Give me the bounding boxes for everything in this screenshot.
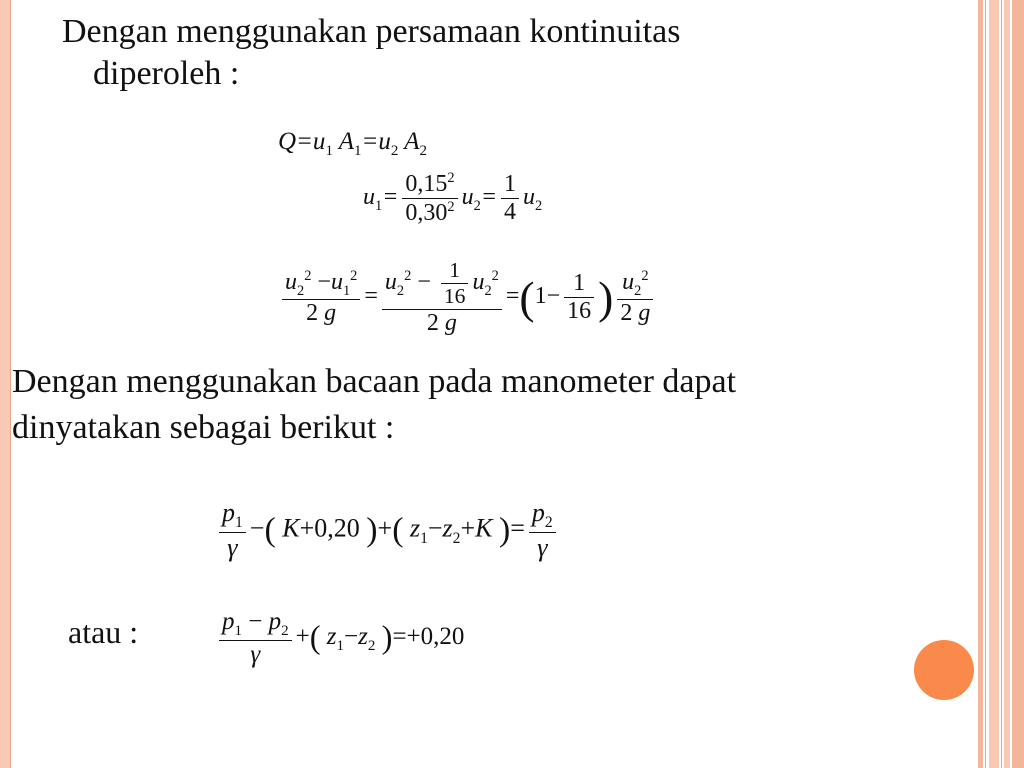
continuity-equation: $Q=u_1$ $A_1=u_2$ $A_2$ (278, 128, 427, 159)
left-frame-border (0, 0, 11, 768)
energy-head-equation: $\frac{u_2^2 -u_1^2}{2 g}$ = $u_2^2$ − $\frac{1}{16}$ $u_2^2$ 2 g =(1− $\frac{1}{16}$ ) $\frac{u_2^2}{2 g}$ (278, 258, 657, 337)
frame-stripe (1012, 0, 1024, 768)
manometer-text-line1: Dengan menggunakan bacaan pada manometer dapat (12, 363, 737, 400)
pressure-difference-equation: $\frac{p_1 - p_2}{\gamma}$ +( $z_1-z_2$ )=+0,20 (215, 608, 464, 669)
manometer-text-line2: dinyatakan sebagai berikut : (12, 409, 395, 446)
frame-stripe (989, 0, 999, 768)
orange-circle-decoration (914, 640, 974, 700)
fraction: $\frac{p_1}{\gamma}$ (219, 498, 246, 563)
atau-label: atau : (68, 614, 139, 650)
fraction: $\frac{p_2}{\gamma}$ (529, 498, 556, 563)
frame-stripe (1001, 0, 1002, 768)
manometer-equation: $\frac{p_1}{\gamma}$ −( K+0,20 )+( $z_1-z_2+K$ )= $\frac{p_2}{\gamma}$ (215, 498, 560, 563)
intro-text-line2: diperoleh : (93, 55, 240, 92)
fraction: $\frac{u_2^2}{2 g}$ (617, 268, 653, 328)
fraction: $\frac{1}{16}$ (564, 270, 594, 325)
frame-stripe (985, 0, 986, 768)
frame-stripe (978, 0, 983, 768)
velocity-ratio-equation: $u_1=$ $\frac{0,15^2}{0,30^2}$ $u_2=$ $\frac{1}{4}$ $u_2$ (363, 170, 543, 226)
fraction: $\frac{u_2^2 -u_1^2}{2 g}$ (282, 268, 360, 328)
fraction: $\frac{p_1 - p_2}{\gamma}$ (219, 608, 292, 669)
frame-stripe (1004, 0, 1010, 768)
fraction: $\frac{1}{4}$ (501, 171, 519, 226)
right-frame-border (978, 0, 1024, 768)
fraction: $\frac{0,15^2}{0,30^2}$ (402, 170, 457, 227)
intro-text-line1: Dengan menggunakan persamaan kontinuitas (62, 13, 681, 50)
fraction: $u_2^2$ − $\frac{1}{16}$ $u_2^2$ 2 g (382, 258, 502, 337)
